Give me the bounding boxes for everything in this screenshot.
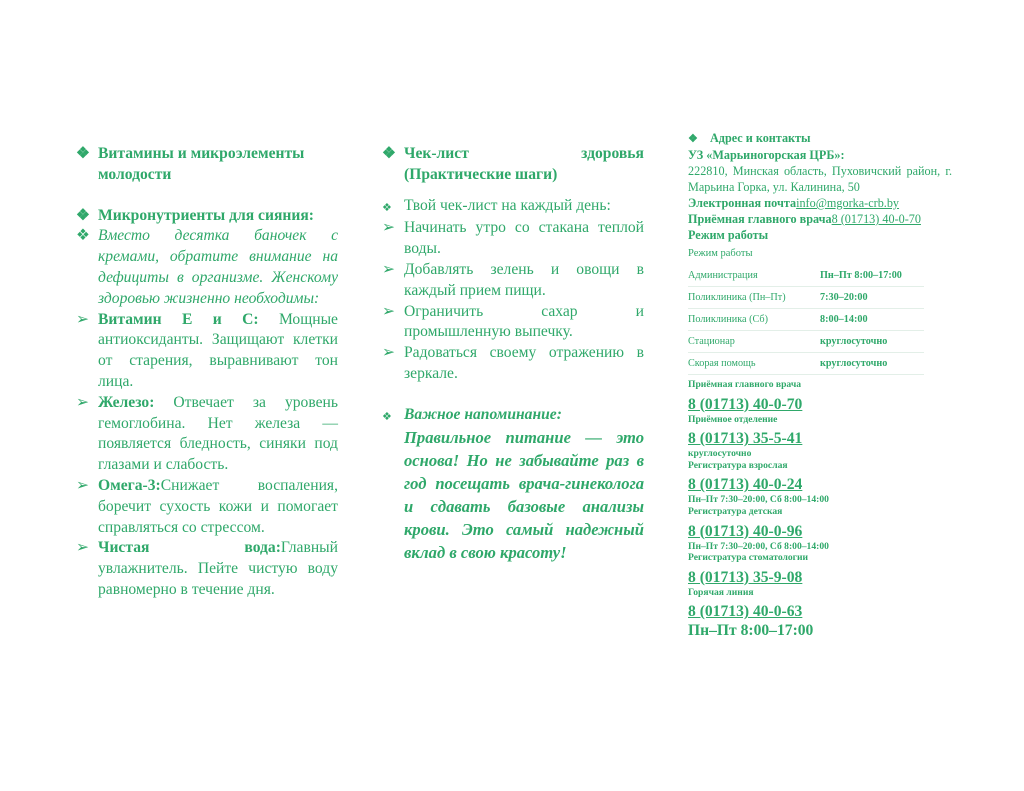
contact-note: Пн–Пт 7:30–20:00, Сб 8:00–14:00 Регистратура стоматологии: [688, 540, 829, 564]
contact-block: [688, 379, 952, 425]
phone-link[interactable]: 8 (01713) 40-0-24: [688, 476, 803, 494]
arrow-bullet-icon: ➢: [76, 310, 90, 328]
intro-paragraph: ❖ Вместо десятка баночек с кремами, обратите внимание на дефициты в организме. Женскому здоровью жизненно необходимы:: [76, 226, 338, 309]
contact-note: Горячая линия: [688, 586, 754, 598]
column-vitamins: [76, 144, 338, 601]
chief-line: Приёмная главного врача8 (01713) 40-0-70: [688, 212, 921, 226]
column-contacts: [688, 130, 952, 640]
address-text: 222810, Минская область, Пуховичский район, г. Марьина Горка, ул. Калинина, 50: [688, 164, 952, 194]
phone-link[interactable]: 8 (01713) 40-0-70: [688, 395, 803, 413]
checklist-title: ❖ Чек-лист здоровья (Практические шаги): [382, 144, 644, 186]
nutrient-list: [76, 310, 338, 601]
schedule-table: [688, 265, 924, 375]
arrow-bullet-icon: ➢: [382, 219, 396, 237]
schedule-label: Администрация: [688, 269, 758, 281]
phone-link[interactable]: 8 (01713) 35-5-41: [688, 430, 803, 448]
contact-label: Приёмная главного врача: [688, 379, 802, 390]
arrow-bullet-icon: ➢: [382, 302, 396, 320]
schedule-row: [688, 331, 924, 353]
reminder-text: Правильное питание — это основа! Но не забывайте раз в год посещать врача-гинеколога и сдавать базовые анализы крови. Это самый надежный вклад в свою красоту!: [404, 427, 644, 562]
schedule-row: [688, 353, 924, 375]
arrow-bullet-icon: ➢: [76, 539, 90, 557]
email-link[interactable]: info@mgorka-crb.by: [796, 196, 900, 210]
phone-link[interactable]: 8 (01713) 40-0-96: [688, 522, 803, 540]
contact-block: [688, 568, 952, 599]
checklist-step: ➢ Ограничить сахар и промышленную выпечку.: [382, 302, 644, 344]
contact-note: Приёмное отделение: [688, 413, 778, 425]
heading-vitamins: ❖ Витамины и микроэлементы молодости: [76, 144, 338, 186]
schedule-label: Скорая помощь: [688, 357, 756, 369]
arrow-bullet-icon: ➢: [382, 344, 396, 362]
schedule-value: 8:00–14:00: [820, 313, 868, 325]
reminder-block: [382, 405, 644, 564]
nutrient-item: [76, 476, 338, 538]
column-checklist: [382, 144, 644, 564]
contacts-list: [688, 379, 952, 621]
nutrient-name: Омега-3:: [98, 476, 161, 494]
checklist-subtitle: ❖ Твой чек-лист на каждый день:: [382, 196, 644, 219]
schedule-label: Поликлиника (Сб): [688, 313, 768, 325]
checklist-steps: [382, 218, 644, 384]
checklist-step: ➢ Радоваться своему отражению в зеркале.: [382, 343, 644, 385]
nutrient-desc: Снижает воспаления, боречит сухость кожи и помогает справляться со стрессом.: [98, 476, 338, 536]
diamond-bullet-icon: ❖: [382, 145, 396, 162]
schedule-value: круглосуточно: [820, 335, 888, 347]
diamond-bullet-icon: ❖: [382, 201, 392, 214]
nutrient-name: Витамин Е и С:: [98, 310, 259, 328]
mode-title: Режим работы: [688, 228, 769, 242]
schedule-value: Пн–Пт 8:00–17:00: [820, 269, 902, 281]
arrow-bullet-icon: ➢: [76, 393, 90, 411]
contact-block: [688, 475, 952, 517]
diamond-bullet-icon: ❖: [76, 227, 90, 245]
phone-link[interactable]: 8 (01713) 40-0-63: [688, 603, 803, 621]
contact-block: [688, 522, 952, 564]
reminder-lead: Важное напоминание:: [404, 405, 562, 423]
schedule-value: 7:30–20:00: [820, 291, 868, 303]
nutrient-item: [76, 538, 338, 600]
nutrient-desc: Отвечает за уровень гемоглобина. Нет железа — появляется бледность, синяки под глазами и слабость.: [98, 393, 338, 474]
contact-block: [688, 429, 952, 471]
chief-phone-link[interactable]: 8 (01713) 40-0-70: [831, 212, 921, 226]
heading-micronutrients: ❖ Микронутриенты для сияния:: [76, 206, 338, 227]
nutrient-item: [76, 393, 338, 476]
schedule-label: Поликлиника (Пн–Пт): [688, 291, 786, 303]
footer-hours: Пн–Пт 8:00–17:00: [688, 622, 814, 640]
schedule-row: [688, 265, 924, 287]
organization-name: УЗ «Марьиногорская ЦРБ»:: [688, 148, 845, 162]
schedule-value: круглосуточно: [820, 357, 888, 369]
schedule-label: Стационар: [688, 335, 735, 347]
nutrient-desc: Мощные антиоксиданты. Защищают клетки от старения, выравнивают тон лица.: [98, 310, 338, 390]
nutrient-name: Чистая вода:: [98, 539, 281, 557]
checklist-step: ➢ Начинать утро со стакана теплой воды.: [382, 218, 644, 260]
phone-link[interactable]: 8 (01713) 35-9-08: [688, 568, 803, 586]
diamond-bullet-icon: ❖: [76, 145, 90, 162]
schedule-row: [688, 309, 924, 331]
contact-note: круглосуточно Регистратура взрослая: [688, 448, 788, 471]
contact-block: [688, 602, 952, 621]
email-line: Электронная почтаinfo@mgorka-crb.by: [688, 196, 900, 210]
arrow-bullet-icon: ➢: [76, 476, 90, 494]
nutrient-item: [76, 310, 338, 393]
mode-subtitle: Режим работы: [688, 248, 753, 259]
diamond-bullet-icon: ❖: [76, 206, 90, 224]
arrow-bullet-icon: ➢: [382, 260, 396, 278]
nutrient-desc: Главный увлажнитель. Пейте чистую воду равномерно в течение дня.: [98, 539, 338, 598]
schedule-row: [688, 287, 924, 309]
diamond-bullet-icon: ❖: [688, 133, 698, 145]
diamond-bullet-icon: ❖: [382, 410, 392, 423]
contact-note: Пн–Пт 7:30–20:00, Сб 8:00–14:00 Регистратура детская: [688, 494, 829, 517]
checklist-step: ➢ Добавлять зелень и овощи в каждый прием пищи.: [382, 260, 644, 302]
nutrient-name: Железо:: [98, 393, 155, 411]
contacts-heading: ❖ Адрес и контакты: [688, 131, 811, 145]
